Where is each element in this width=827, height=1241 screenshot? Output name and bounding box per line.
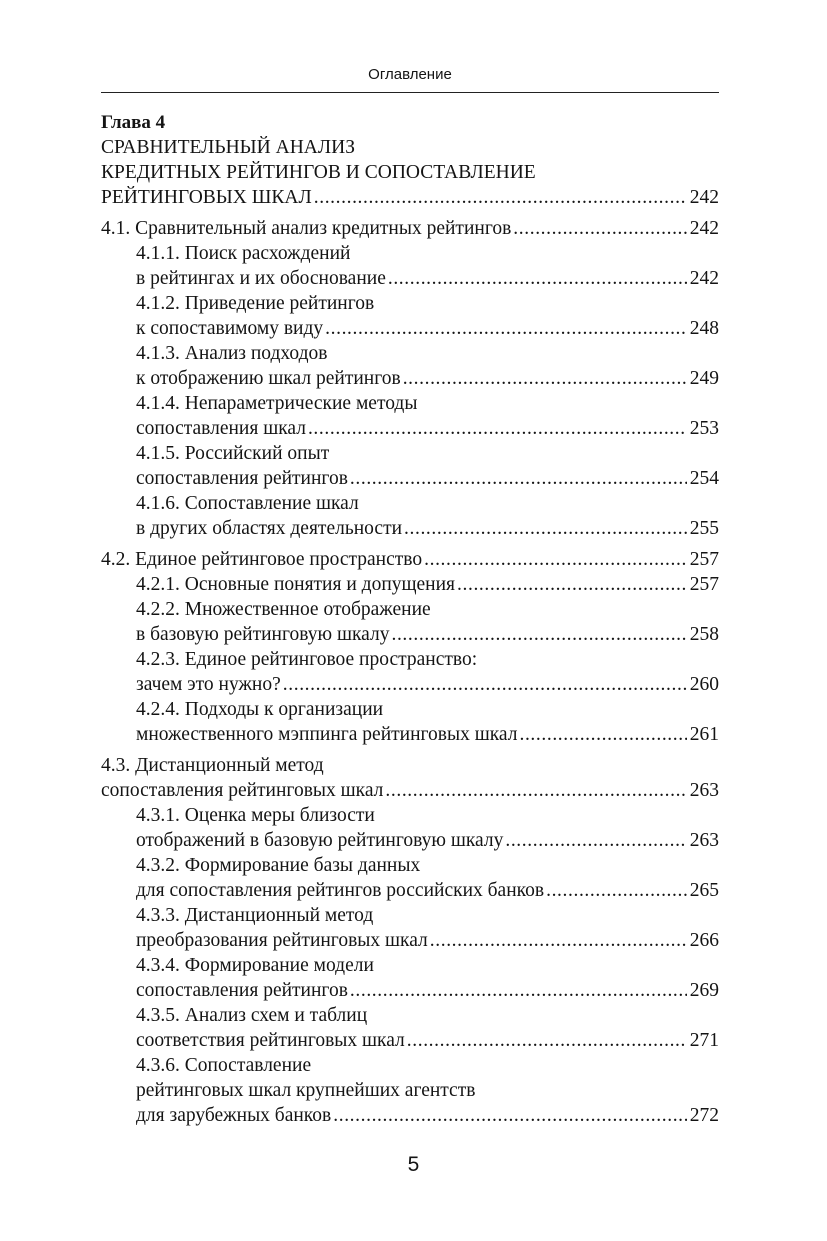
subsection-entry[interactable] [101, 241, 719, 291]
entry-title: множественного мэппинга рейтинговых шкал [136, 724, 518, 745]
entry-title: соответствия рейтинговых шкал [136, 1030, 405, 1051]
page-ref: 266 [689, 930, 719, 951]
dot-leader [430, 928, 687, 953]
entry-title-line: 4.3.5. Анализ схем и таблиц [136, 1005, 368, 1026]
page-ref: 258 [689, 624, 719, 645]
header-rule [101, 92, 719, 93]
dot-leader [391, 622, 686, 647]
entry-title-line: рейтинговых шкал крупнейших агентств [136, 1080, 476, 1101]
entry-title: 4.2.1. Основные понятия и допущения [136, 574, 456, 595]
page-ref: 265 [689, 880, 719, 901]
entry-title: в других областях деятельности [136, 518, 403, 539]
page-ref: 263 [689, 830, 719, 851]
page-ref: 263 [689, 780, 719, 801]
entry-title: сопоставления рейтингов [136, 980, 348, 1001]
subsection-entry[interactable] [101, 697, 719, 747]
entry-row [101, 878, 719, 903]
dot-leader [457, 572, 687, 597]
page-ref: 248 [689, 318, 719, 339]
entry-title-line: 4.3.2. Формирование базы данных [136, 855, 421, 876]
entry-title-line: 4.3. Дистанционный метод [101, 755, 324, 776]
page-ref: 257 [689, 549, 719, 570]
dot-leader [350, 978, 687, 1003]
subsection-entry[interactable] [101, 597, 719, 647]
entry-row [101, 1103, 719, 1128]
dot-leader [403, 366, 687, 391]
entry-title-line: 4.3.1. Оценка меры близости [136, 805, 375, 826]
page-ref: 254 [689, 468, 719, 489]
dot-leader [546, 878, 687, 903]
subsection-entry[interactable] [101, 647, 719, 697]
entry-row [101, 416, 719, 441]
dot-leader [513, 216, 686, 241]
table-of-contents [101, 111, 719, 1128]
entry-title: преобразования рейтинговых шкал [136, 930, 428, 951]
entry-row [101, 316, 719, 341]
entry-title-line: 4.3.3. Дистанционный метод [136, 905, 374, 926]
dot-leader [407, 1028, 687, 1053]
entry-row [101, 466, 719, 491]
entry-title: сопоставления шкал [136, 418, 306, 439]
subsection-entry[interactable] [101, 853, 719, 903]
entry-row [101, 722, 719, 747]
entry-row [101, 778, 719, 803]
entry-title-line: 4.1.5. Российский опыт [136, 443, 330, 464]
dot-leader [325, 316, 687, 341]
entry-row [101, 672, 719, 697]
entry-title-line: 4.1.3. Анализ подходов [136, 343, 328, 364]
running-head: Оглавление [368, 66, 452, 83]
subsection-entry[interactable] [101, 341, 719, 391]
entry-title: 4.2. Единое рейтинговое пространство [101, 549, 423, 570]
entry-title-line: 4.2.2. Множественное отображение [136, 599, 431, 620]
dot-leader [404, 516, 687, 541]
subsection-entry[interactable] [101, 903, 719, 953]
subsection-entry[interactable] [101, 1053, 719, 1128]
page-ref: 257 [689, 574, 719, 595]
dot-leader [519, 722, 686, 747]
entry-title-line: 4.1.6. Сопоставление шкал [136, 493, 359, 514]
dot-leader [308, 416, 687, 441]
entry-title: зачем это нужно? [136, 674, 281, 695]
section-entry[interactable] [101, 547, 719, 572]
entry-title: к отображению шкал рейтингов [136, 368, 401, 389]
entry-title: к сопоставимому виду [136, 318, 324, 339]
chapter-title-last-line: РЕЙТИНГОВЫХ ШКАЛ [101, 187, 312, 208]
chapter-title-line: КРЕДИТНЫХ РЕЙТИНГОВ И СОПОСТАВЛЕНИЕ [101, 162, 536, 183]
entry-row [101, 216, 719, 241]
entry-row [101, 1028, 719, 1053]
dot-leader [350, 466, 687, 491]
dot-leader [385, 778, 686, 803]
page-number: 5 [407, 1153, 420, 1176]
entry-title: для зарубежных банков [136, 1105, 332, 1126]
entry-title: сопоставления рейтингов [136, 468, 348, 489]
entry-row [101, 978, 719, 1003]
entry-title-line: 4.3.4. Формирование модели [136, 955, 374, 976]
entry-title: в базовую рейтинговую шкалу [136, 624, 390, 645]
dot-leader [505, 828, 686, 853]
entry-title: отображений в базовую рейтинговую шкалу [136, 830, 504, 851]
subsection-entry[interactable] [101, 441, 719, 491]
subsection-entry[interactable] [101, 803, 719, 853]
section-entry[interactable] [101, 753, 719, 803]
dot-leader [333, 1103, 687, 1128]
dot-leader [314, 185, 687, 210]
subsection-entry[interactable] [101, 953, 719, 1003]
page-ref: 269 [689, 980, 719, 1001]
page-ref: 261 [689, 724, 719, 745]
entry-title: 4.1. Сравнительный анализ кредитных рейтингов [101, 218, 512, 239]
subsection-entry[interactable] [101, 391, 719, 441]
entry-row [101, 928, 719, 953]
entry-title-line: 4.1.1. Поиск расхождений [136, 243, 351, 264]
page-ref: 253 [689, 418, 719, 439]
entry-title-line: 4.1.4. Непараметрические методы [136, 393, 418, 414]
chapter-title-line: СРАВНИТЕЛЬНЫЙ АНАЛИЗ [101, 137, 355, 158]
page-ref: 272 [689, 1105, 719, 1126]
page-ref: 242 [689, 187, 719, 208]
page-ref: 271 [689, 1030, 719, 1051]
entry-row [101, 516, 719, 541]
page-ref: 242 [689, 268, 719, 289]
page-ref: 242 [689, 218, 719, 239]
entry-title-line: 4.2.4. Подходы к организации [136, 699, 384, 720]
entry-row [101, 547, 719, 572]
chapter-entry[interactable] [101, 185, 719, 210]
entry-row [101, 828, 719, 853]
chapter-label: Глава 4 [101, 112, 166, 133]
page-ref: 260 [689, 674, 719, 695]
subsection-entry[interactable] [101, 572, 719, 597]
entry-row [101, 266, 719, 291]
dot-leader [283, 672, 687, 697]
dot-leader [424, 547, 687, 572]
subsection-entry[interactable] [101, 291, 719, 341]
dot-leader [388, 266, 687, 291]
entry-row [101, 366, 719, 391]
entry-title: сопоставления рейтинговых шкал [101, 780, 384, 801]
entry-title: для сопоставления рейтингов российских банков [136, 880, 545, 901]
section-entry[interactable] [101, 216, 719, 241]
subsection-entry[interactable] [101, 491, 719, 541]
page-ref: 249 [689, 368, 719, 389]
entry-title-line: 4.3.6. Сопоставление [136, 1055, 312, 1076]
entry-title-line: 4.1.2. Приведение рейтингов [136, 293, 375, 314]
entry-row [101, 572, 719, 597]
entry-title: в рейтингах и их обоснование [136, 268, 386, 289]
entry-title-line: 4.2.3. Единое рейтинговое пространство: [136, 649, 478, 670]
subsection-entry[interactable] [101, 1003, 719, 1053]
page-ref: 255 [689, 518, 719, 539]
entry-row [101, 622, 719, 647]
